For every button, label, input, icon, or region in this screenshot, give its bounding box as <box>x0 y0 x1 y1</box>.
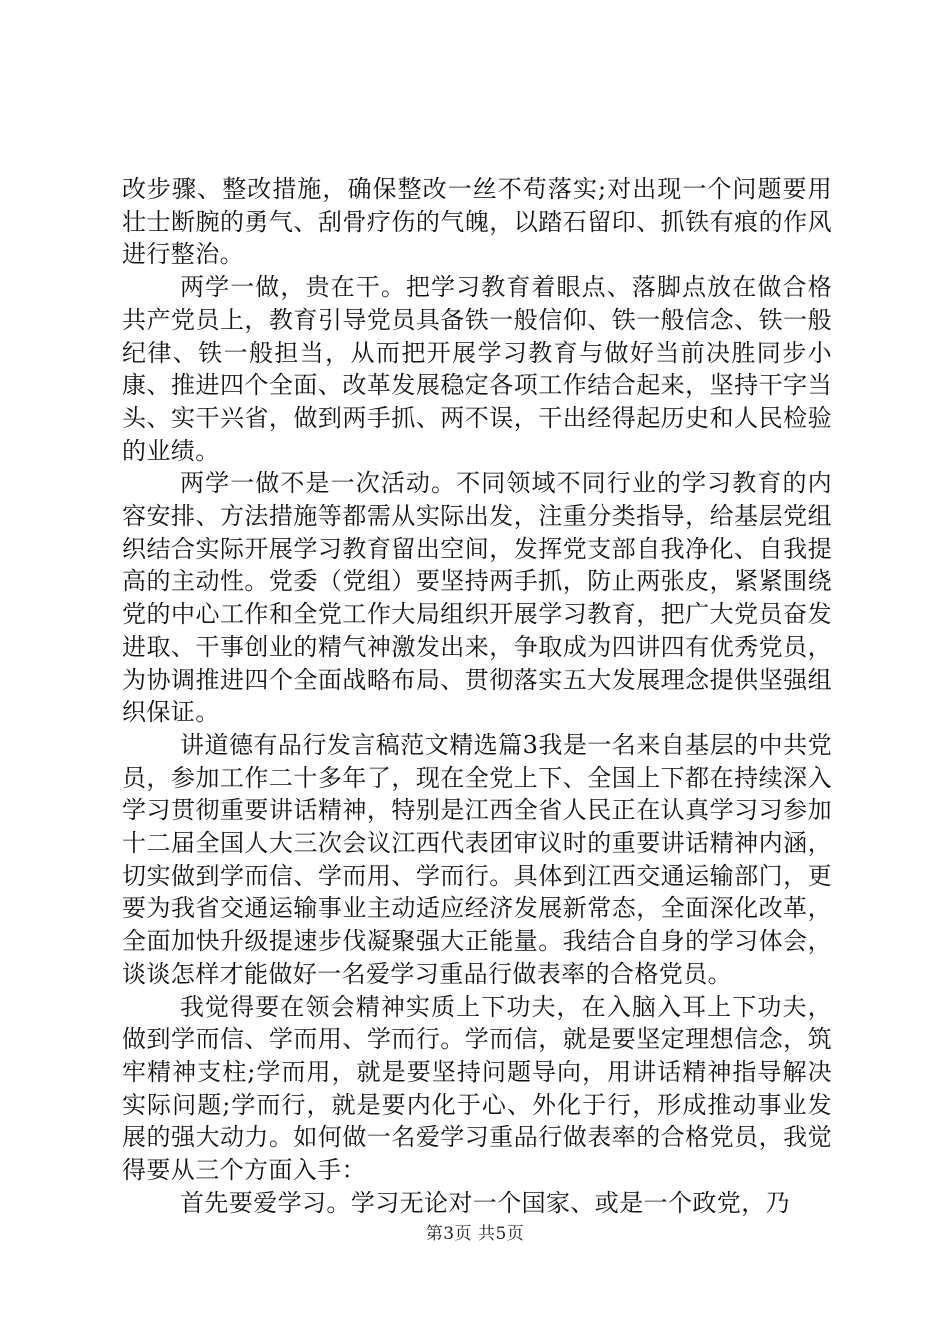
page-number-footer: 第3页 共5页 <box>425 1224 525 1244</box>
paragraph: 讲道德有品行发言稿范文精选篇3我是一名来自基层的中共党员，参加工作二十多年了，现在全党上下、全国上下都在持续深入学习贯彻重要讲话精神，特别是江西全省人民正在认真学习习参加十二届全国人大三次会议江西代表团审议时的重要讲话精神内涵，切实做到学而信、学而用、学而行。具体到江西交通运输部门，更要为我省交通运输事业主动适应经济发展新常态，全面深化改革，全面加快升级提速步伐凝聚强大正能量。我结合自身的学习体会，谈谈怎样才能做好一名爱学习重品行做表率的合格党员。 <box>122 730 832 988</box>
document-body <box>122 173 832 1220</box>
paragraph: 两学一做，贵在干。把学习教育着眼点、落脚点放在做合格共产党员上，教育引导党员具备铁一般信仰、铁一般信念、铁一般纪律、铁一般担当，从而把开展学习教育与做好当前决胜同步小康、推进四个全面、改革发展稳定各项工作结合起来，坚持干字当头、实干兴省，做到两手抓、两不误，干出经得起历史和人民检验的业绩。 <box>122 273 832 465</box>
paragraph: 两学一做不是一次活动。不同领域不同行业的学习教育的内容安排、方法措施等都需从实际出发，注重分类指导，给基层党组织结合实际开展学习教育留出空间，发挥党支部自我净化、自我提高的主动性。党委（党组）要坚持两手抓，防止两张皮，紧紧围绕党的中心工作和全党工作大局组织开展学习教育，把广大党员奋发进取、干事创业的精气神激发出来，争取成为四讲四有优秀党员，为协调推进四个全面战略布局、贯彻落实五大发展理念提供坚强组织保证。 <box>122 469 832 727</box>
paragraph: 我觉得要在领会精神实质上下功夫，在入脑入耳上下功夫，做到学而信、学而用、学而行。学而信，就是要坚定理想信念，筑牢精神支柱;学而用，就是要坚持问题导向，用讲话精神指导解决实际问题;学而行，就是要内化于心、外化于行，形成推动事业发展的强大动力。如何做一名爱学习重品行做表率的合格党员，我觉得要从三个方面入手： <box>122 992 832 1185</box>
paragraph: 首先要爱学习。学习无论对一个国家、或是一个政党，乃 <box>180 1188 790 1217</box>
paragraph: 改步骤、整改措施，确保整改一丝不苟落实;对出现一个问题要用壮士断腕的勇气、刮骨疗伤的气魄，以踏石留印、抓铁有痕的作风进行整治。 <box>122 175 832 269</box>
